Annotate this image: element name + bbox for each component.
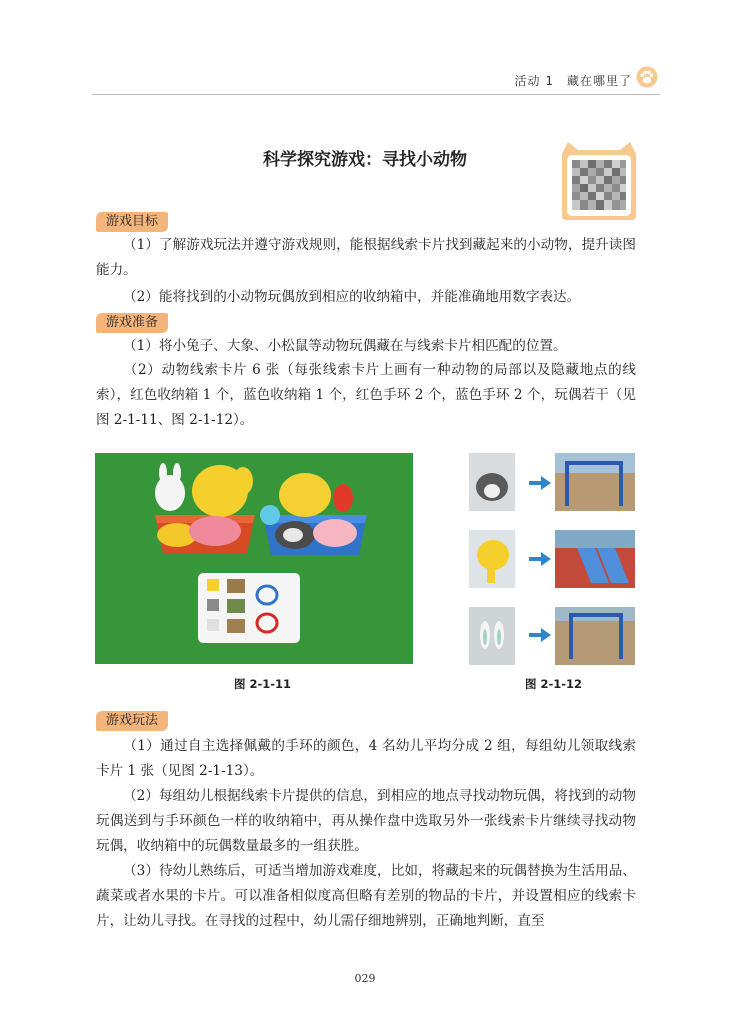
goals-item-2: （2）能将找到的小动物玩偶放到相应的收纳箱中，并能准确地用数字表达。 xyxy=(123,289,581,305)
figure-photo-toys-on-grass xyxy=(95,453,413,664)
figure-caption-2: 图 2-1-12 xyxy=(525,677,583,691)
heading-rules: 游戏玩法 xyxy=(96,711,168,731)
heading-goals: 游戏目标 xyxy=(96,212,168,232)
page-title: 科学探究游戏：寻找小动物 xyxy=(263,150,467,170)
rules-item-1: （1）通过自主选择佩戴的手环的颜色，4 名幼儿平均分成 2 组，每组幼儿领取线索卡片 1 张（见图 2-1-13）。 xyxy=(96,738,636,779)
goals-item-1: （1）了解游戏玩法并遵守游戏规则，能根据线索卡片找到藏起来的小动物，提升读图能力。 xyxy=(96,237,636,278)
preparation-item-2: （2）动物线索卡片 6 张（每张线索卡片上画有一种动物的局部以及隐藏地点的线索），红色收纳箱 1 个，蓝色收纳箱 1 个，红色手环 2 个，蓝色手环 2 个，玩偶若干（见图 2-1-11、图 2-1-12）。 xyxy=(96,362,636,428)
heading-preparation: 游戏准备 xyxy=(96,313,168,333)
preparation-item-1: （1）将小兔子、大象、小松鼠等动物玩偶藏在与线索卡片相匹配的位置。 xyxy=(123,338,567,354)
paw-icon xyxy=(636,66,658,88)
chapter-title: 活动 1 藏在哪里了 xyxy=(514,74,632,88)
rules-item-3: （3）待幼儿熟练后，可适当增加游戏难度，比如，将藏起来的玩偶替换为生活用品、蔬菜或者水果的卡片。可以准备相似度高但略有差别的物品的卡片，并设置相应的线索卡片，让幼儿寻找。在寻找的过程中，幼儿需仔细地辨别，正确地判断，直至 xyxy=(96,863,636,929)
page-header xyxy=(0,62,730,92)
figure-photo-clue-cards xyxy=(469,453,635,665)
page-number: 029 xyxy=(354,972,376,985)
header-divider xyxy=(92,94,660,95)
figure-caption-1: 图 2-1-11 xyxy=(234,677,292,691)
qr-code-icon xyxy=(558,140,640,222)
rules-item-2: （2）每组幼儿根据线索卡片提供的信息，到相应的地点寻找动物玩偶，将找到的动物玩偶送到与手环颜色一样的收纳箱中，再从操作盘中选取另外一张线索卡片继续寻找动物玩偶，收纳箱中的玩偶数量最多的一组获胜。 xyxy=(96,788,636,854)
